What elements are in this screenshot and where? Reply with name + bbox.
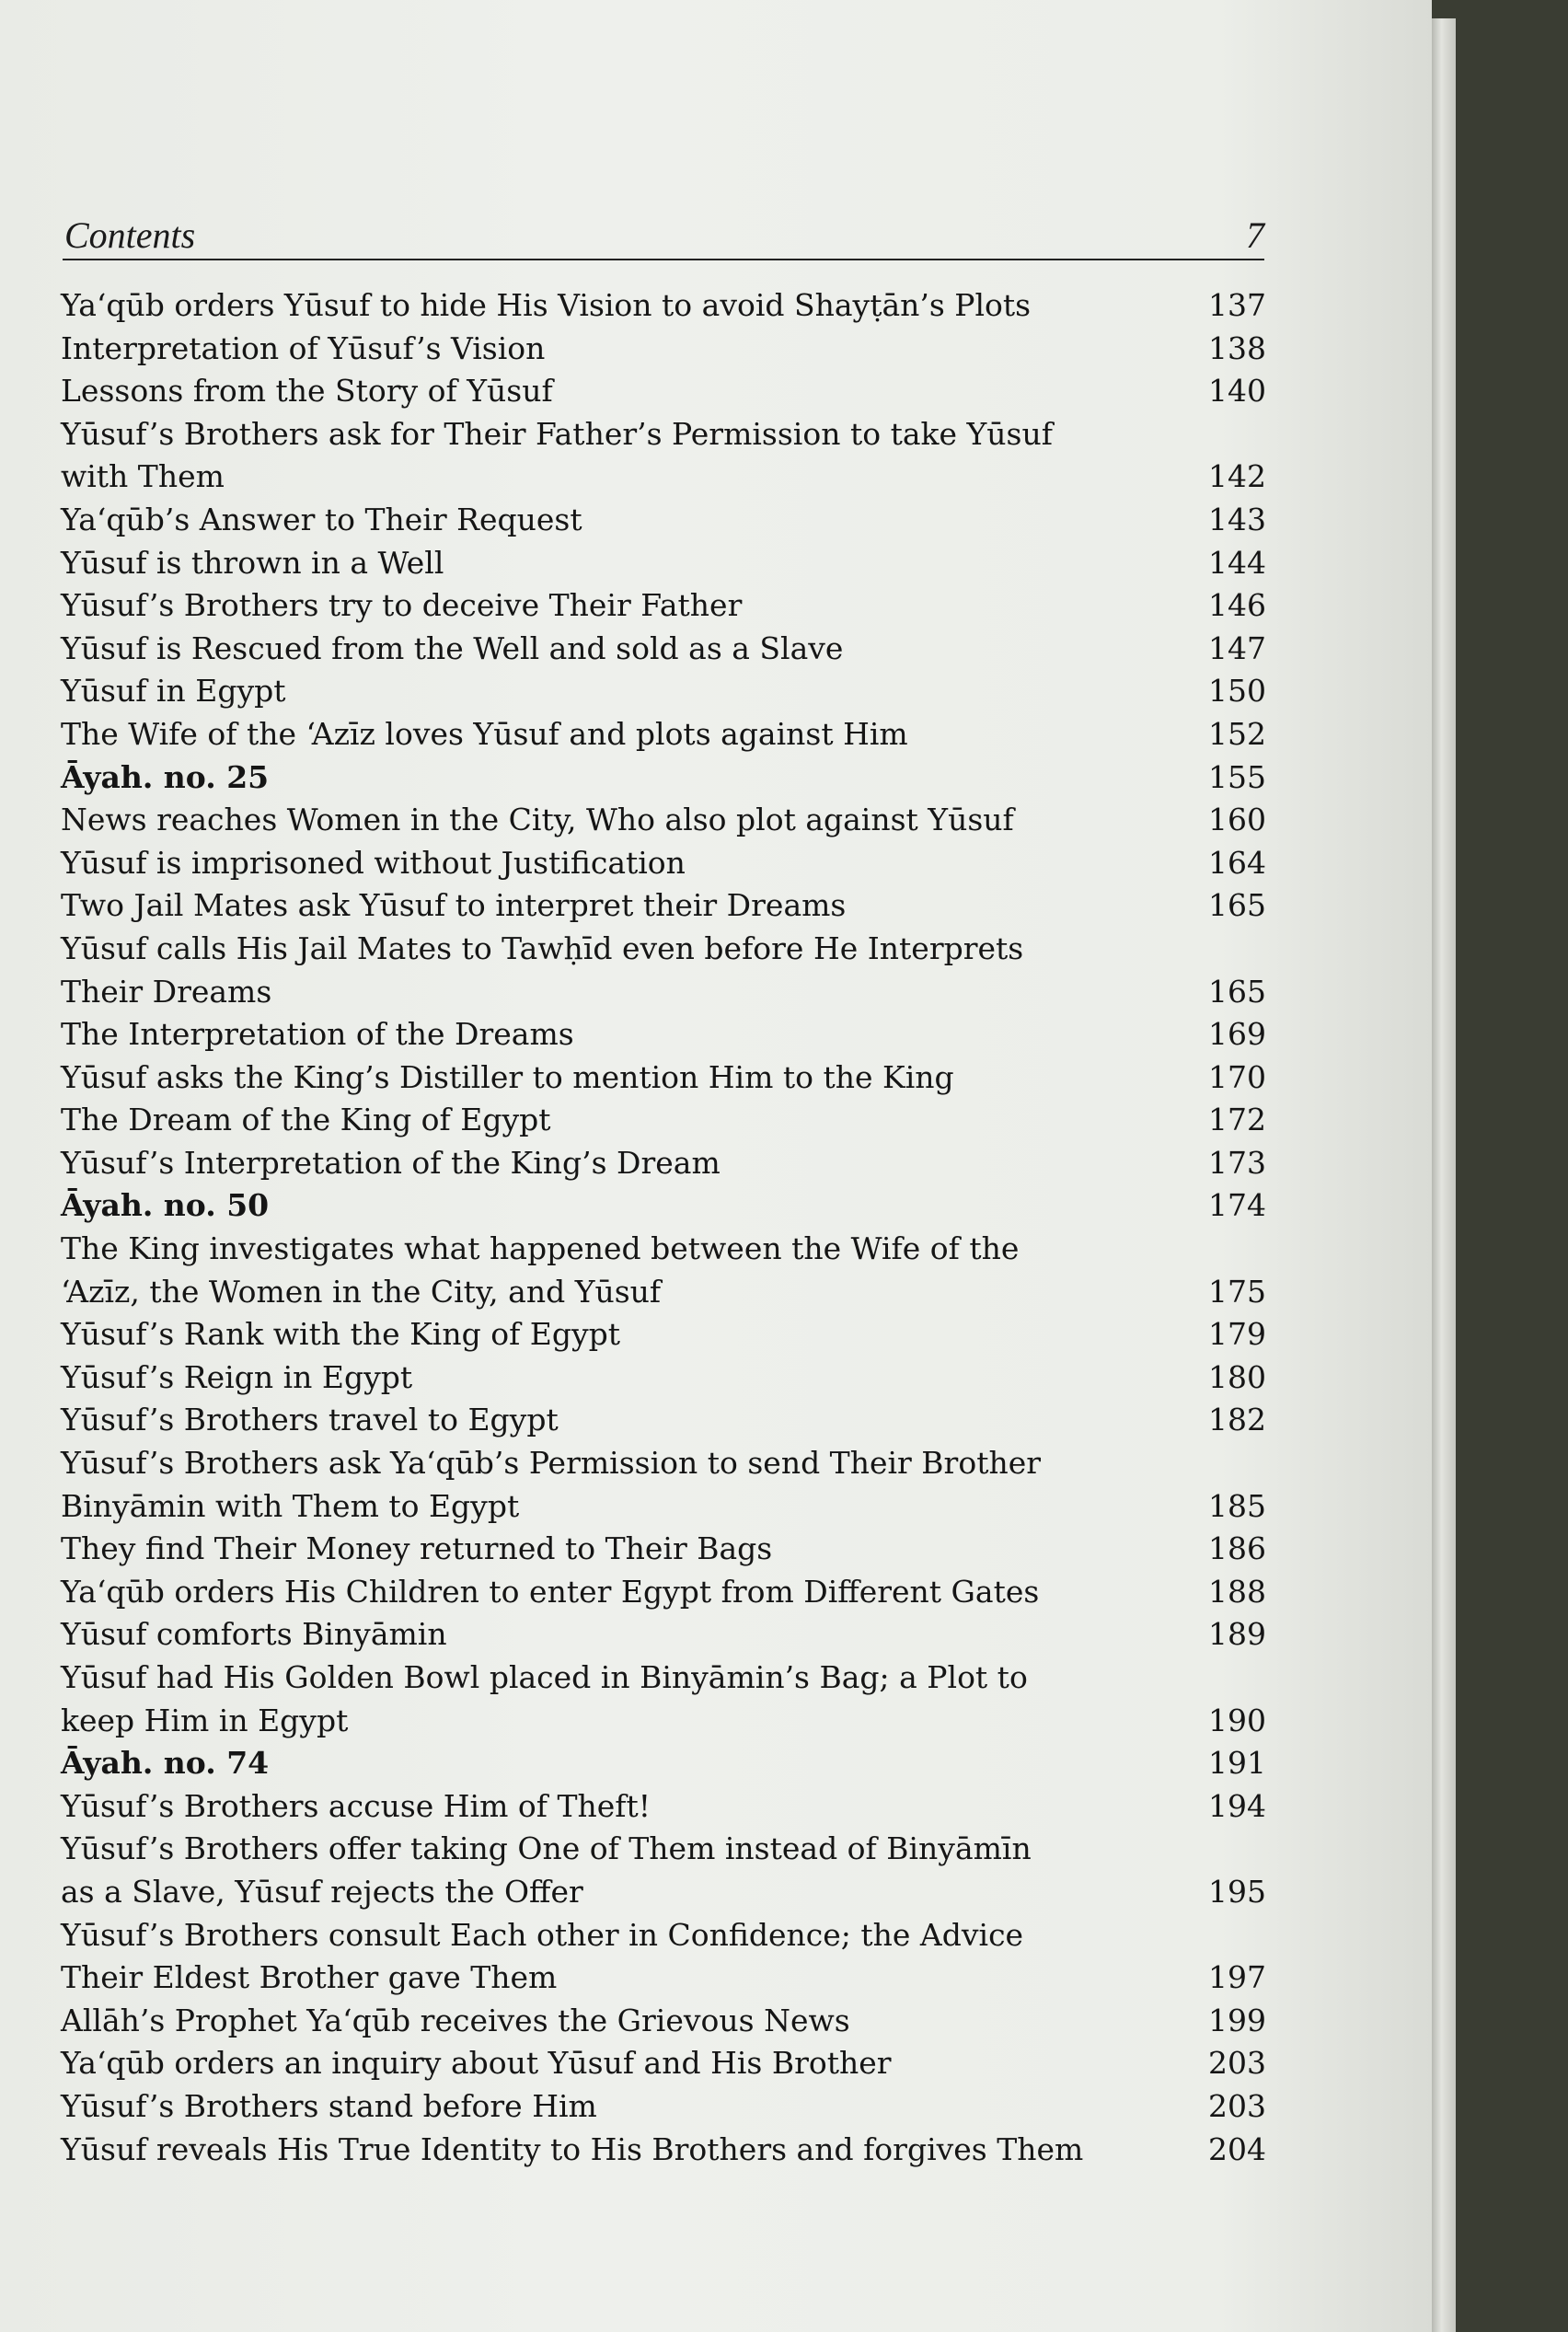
toc-entry — [61, 1399, 1266, 1442]
toc-entry-page: 164 — [1208, 844, 1266, 881]
toc-entry — [61, 928, 1266, 971]
toc-entry-title: The Interpretation of the Dreams — [61, 1016, 574, 1053]
header-page-number: 7 — [1246, 214, 1264, 256]
toc-entry — [61, 2042, 1266, 2085]
toc-entry-title: Yūsuf reveals His True Identity to His Brothers and forgives Them — [61, 2130, 1084, 2167]
toc-entry-title: Allāh’s Prophet Ya‘qūb receives the Grievous News — [61, 2002, 850, 2038]
toc-entry-title: Yūsuf’s Brothers try to deceive Their Father — [61, 587, 743, 624]
toc-entry — [61, 1013, 1266, 1056]
toc-entry — [61, 1828, 1266, 1871]
toc-entry-title: The Dream of the King of Egypt — [61, 1102, 551, 1138]
toc-entry — [61, 2000, 1266, 2043]
toc-entry — [61, 1313, 1266, 1356]
toc-entry — [61, 842, 1266, 885]
toc-entry-title: Yūsuf’s Brothers ask for Their Father’s Permission to take Yūsuf — [61, 415, 1053, 452]
toc-entry — [61, 1356, 1266, 1400]
toc-entry — [61, 542, 1266, 585]
toc-entry — [61, 1957, 1266, 2000]
toc-entry — [61, 1571, 1266, 1614]
toc-entry — [61, 1184, 1266, 1228]
toc-entry-title: Yūsuf’s Brothers offer taking One of Them instead of Binyāmīn — [61, 1830, 1032, 1867]
toc-entry-title: Yūsuf’s Reign in Egypt — [61, 1358, 413, 1395]
toc-entry-title: Yūsuf’s Brothers stand before Him — [61, 2087, 597, 2124]
toc-entry-page: 146 — [1208, 587, 1266, 624]
toc-entry — [61, 1056, 1266, 1100]
toc-entry — [61, 1700, 1266, 1743]
toc-entry — [61, 1613, 1266, 1657]
toc-entry-page: 147 — [1208, 629, 1266, 666]
toc-entry-title: as a Slave, Yūsuf rejects the Offer — [61, 1873, 583, 1910]
toc-entry-page: 203 — [1208, 2045, 1266, 2082]
toc-entry-title: Two Jail Mates ask Yūsuf to interpret their Dreams — [61, 887, 847, 924]
toc-entry-title: Yūsuf asks the King’s Distiller to mention Him to the King — [61, 1058, 954, 1095]
toc-entry-title: Yūsuf is imprisoned without Justification — [61, 844, 686, 881]
toc-entry-title: Binyāmin with Them to Egypt — [61, 1487, 520, 1524]
toc-entry-page: 165 — [1208, 973, 1266, 1010]
toc-entry-page: 150 — [1208, 673, 1266, 710]
toc-entry-page: 142 — [1208, 458, 1266, 495]
toc-entry-page: 143 — [1208, 501, 1266, 537]
toc-entry — [61, 2085, 1266, 2129]
toc-entry-page: 152 — [1208, 715, 1266, 752]
toc-entry — [61, 284, 1266, 328]
toc-entry-page: 160 — [1208, 802, 1266, 838]
toc-entry-title: Their Dreams — [61, 973, 272, 1010]
toc-entry — [61, 1271, 1266, 1314]
toc-entry-title: Āyah. no. 25 — [61, 758, 270, 795]
toc-entry-page: 155 — [1208, 758, 1266, 795]
toc-entry-title: Their Eldest Brother gave Them — [61, 1959, 558, 1996]
toc-entry-page: 170 — [1208, 1058, 1266, 1095]
toc-entry-title: Yūsuf’s Brothers consult Each other in Confidence; the Advice — [61, 1916, 1024, 1953]
toc-entry — [61, 1142, 1266, 1185]
toc-entry-page: 175 — [1208, 1273, 1266, 1310]
toc-entry-title: Ya‘qūb orders Yūsuf to hide His Vision to avoid Shayṭān’s Plots — [61, 287, 1032, 323]
toc-entry — [61, 1528, 1266, 1571]
toc-entry — [61, 1785, 1266, 1829]
toc-entry-page: 194 — [1208, 1787, 1266, 1824]
toc-entry-page: 144 — [1208, 544, 1266, 581]
table-of-contents — [61, 284, 1266, 2171]
toc-entry-title: The King investigates what happened between the Wife of the — [61, 1230, 1020, 1267]
toc-entry-title: Yūsuf is Rescued from the Well and sold as a Slave — [61, 629, 844, 666]
toc-entry-title: Yūsuf comforts Binyāmin — [61, 1616, 447, 1653]
toc-entry-title: Yūsuf’s Rank with the King of Egypt — [61, 1316, 621, 1353]
toc-entry — [61, 884, 1266, 928]
toc-entry-title: Ya‘qūb orders His Children to enter Egypt from Different Gates — [61, 1573, 1040, 1610]
toc-entry — [61, 456, 1266, 499]
toc-entry-page: 186 — [1208, 1530, 1266, 1567]
toc-entry-title: with Them — [61, 458, 225, 495]
toc-entry — [61, 413, 1266, 456]
toc-entry-title: Yūsuf is thrown in a Well — [61, 544, 444, 581]
toc-entry — [61, 1657, 1266, 1700]
toc-entry-page: 203 — [1208, 2087, 1266, 2124]
toc-entry-page: 165 — [1208, 887, 1266, 924]
toc-entry-title: Interpretation of Yūsuf’s Vision — [61, 329, 546, 366]
toc-entry — [61, 1442, 1266, 1485]
toc-entry-title: Yūsuf’s Brothers accuse Him of Theft! — [61, 1787, 651, 1824]
toc-entry-page: 204 — [1208, 2130, 1266, 2167]
toc-entry-page: 197 — [1208, 1959, 1266, 1996]
toc-entry-page: 195 — [1208, 1873, 1266, 1910]
toc-entry-page: 138 — [1208, 329, 1266, 366]
toc-entry — [61, 499, 1266, 542]
toc-entry-title: Yūsuf’s Interpretation of the King’s Dream — [61, 1144, 721, 1181]
toc-entry — [61, 370, 1266, 413]
toc-entry-page: 180 — [1208, 1358, 1266, 1395]
toc-entry-title: Yūsuf had His Golden Bowl placed in Binyāmin’s Bag; a Plot to — [61, 1659, 1028, 1695]
toc-entry-page: 191 — [1208, 1745, 1266, 1782]
toc-entry — [61, 670, 1266, 713]
toc-entry-title: Yūsuf calls His Jail Mates to Tawḥīd even before He Interprets — [61, 929, 1024, 966]
toc-entry-page: 172 — [1208, 1102, 1266, 1138]
page-edge — [1432, 18, 1456, 2332]
toc-entry-page: 174 — [1208, 1187, 1266, 1224]
toc-entry-title: Yūsuf’s Brothers ask Ya‘qūb’s Permission to send Their Brother — [61, 1445, 1042, 1482]
toc-entry — [61, 2129, 1266, 2172]
toc-entry-title: Āyah. no. 50 — [61, 1187, 270, 1224]
toc-entry — [61, 628, 1266, 671]
toc-entry-page: 140 — [1208, 373, 1266, 410]
toc-entry-page: 185 — [1208, 1487, 1266, 1524]
toc-entry — [61, 713, 1266, 756]
toc-entry — [61, 1485, 1266, 1529]
toc-entry-page: 169 — [1208, 1016, 1266, 1053]
toc-entry — [61, 1742, 1266, 1785]
toc-entry-page: 182 — [1208, 1402, 1266, 1438]
toc-entry-title: Ya‘qūb’s Answer to Their Request — [61, 501, 582, 537]
toc-entry-title: Yūsuf’s Brothers travel to Egypt — [61, 1402, 559, 1438]
toc-entry-page: 190 — [1208, 1702, 1266, 1738]
toc-entry-title: Ya‘qūb orders an inquiry about Yūsuf and His Brother — [61, 2045, 892, 2082]
toc-entry-title: keep Him in Egypt — [61, 1702, 349, 1738]
toc-entry — [61, 1871, 1266, 1914]
toc-entry-title: ‘Azīz, the Women in the City, and Yūsuf — [61, 1273, 662, 1310]
toc-entry — [61, 328, 1266, 371]
toc-entry — [61, 799, 1266, 842]
toc-entry-title: Āyah. no. 74 — [61, 1745, 270, 1782]
toc-entry — [61, 1228, 1266, 1271]
toc-entry-title: They find Their Money returned to Their Bags — [61, 1530, 773, 1567]
toc-entry-page: 199 — [1208, 2002, 1266, 2038]
toc-entry-page: 189 — [1208, 1616, 1266, 1653]
toc-entry-page: 137 — [1208, 287, 1266, 323]
toc-entry — [61, 1099, 1266, 1142]
toc-entry — [61, 756, 1266, 800]
toc-entry — [61, 971, 1266, 1014]
toc-entry-page: 173 — [1208, 1144, 1266, 1181]
running-header — [63, 207, 1264, 260]
toc-entry-page: 179 — [1208, 1316, 1266, 1353]
toc-entry-page: 188 — [1208, 1573, 1266, 1610]
toc-entry-title: Yūsuf in Egypt — [61, 673, 286, 710]
toc-entry-title: The Wife of the ‘Azīz loves Yūsuf and plots against Him — [61, 715, 908, 752]
toc-entry — [61, 1914, 1266, 1957]
header-title: Contents — [64, 214, 196, 256]
toc-entry-title: Lessons from the Story of Yūsuf — [61, 373, 553, 410]
toc-entry — [61, 584, 1266, 628]
toc-entry-title: News reaches Women in the City, Who also plot against Yūsuf — [61, 802, 1014, 838]
